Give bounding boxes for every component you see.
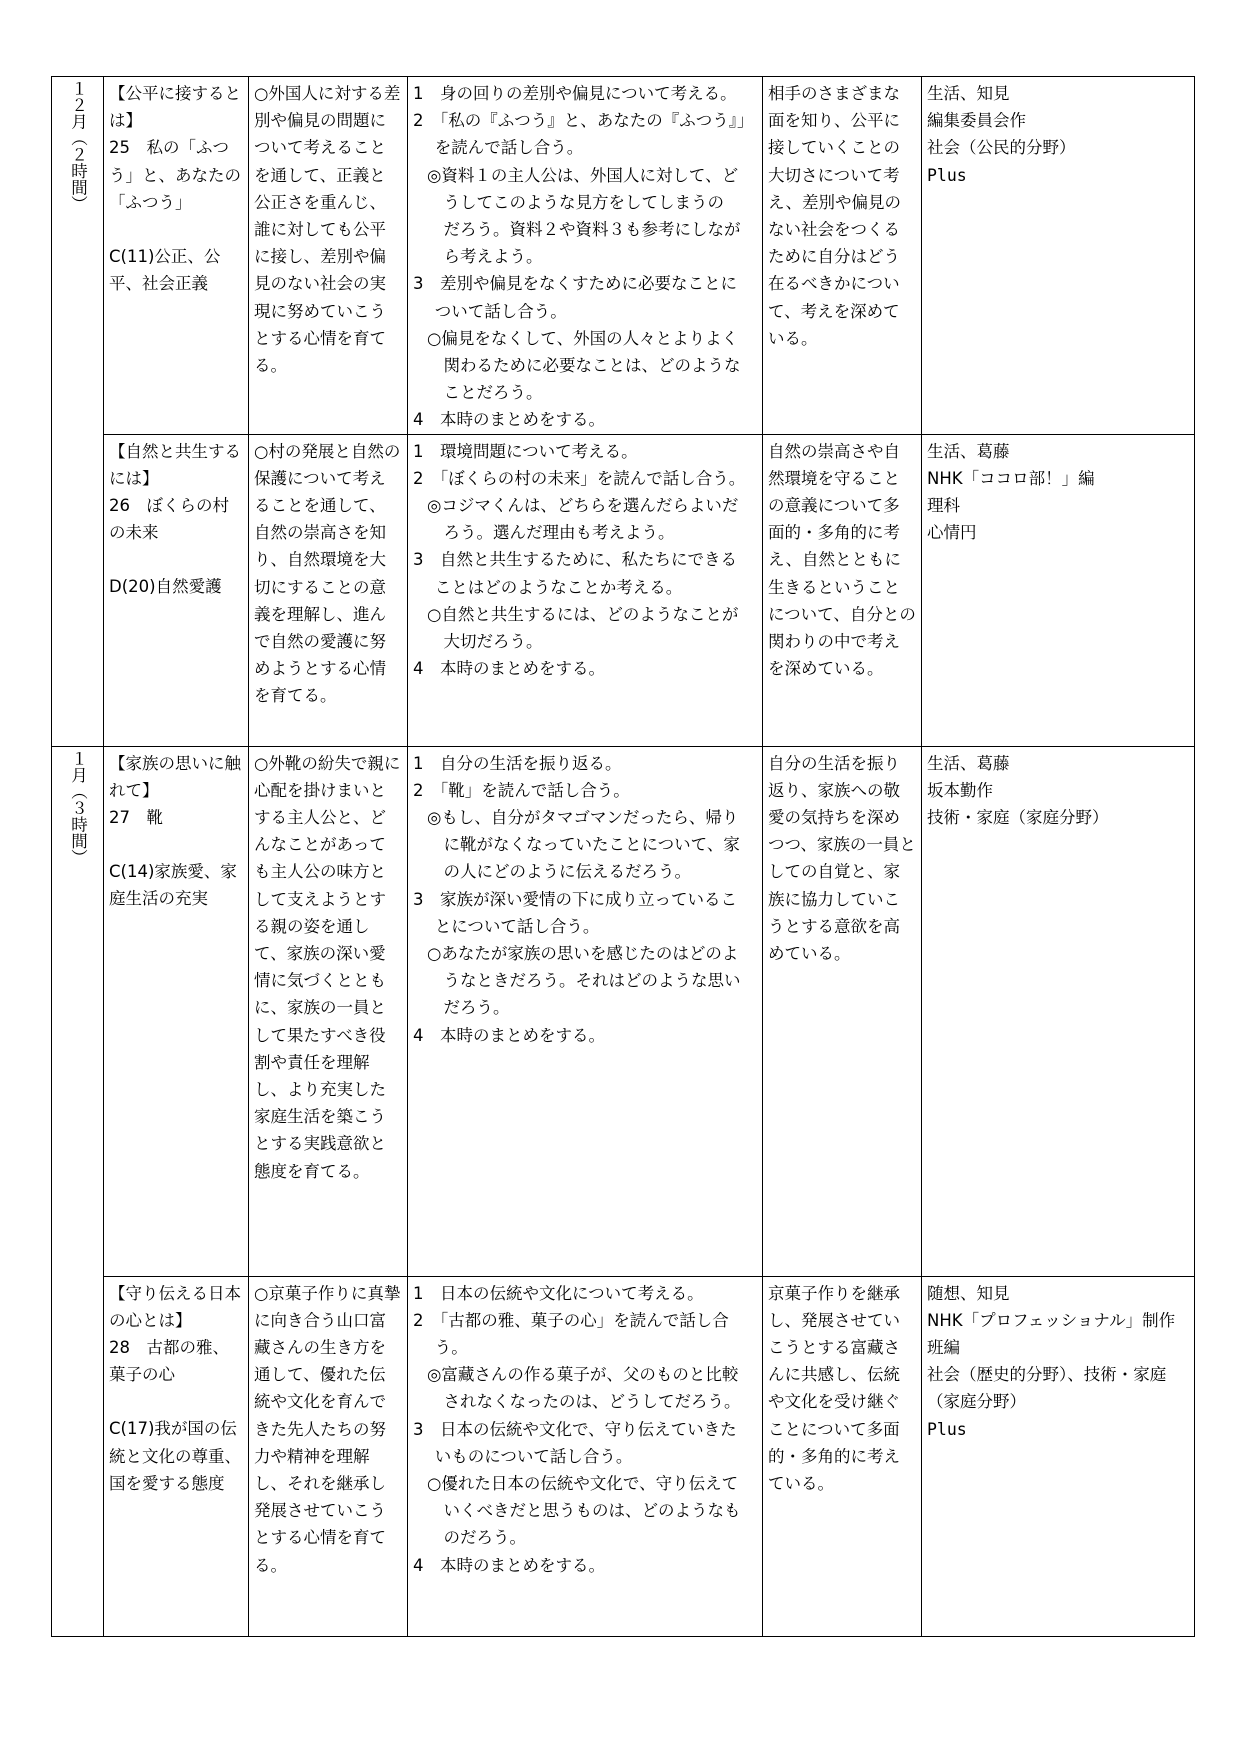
month-label: １２月（２時間） xyxy=(68,80,88,212)
note-item: 生活、葛藤 xyxy=(927,441,1010,461)
aim-cell xyxy=(249,434,408,746)
lesson-title: 【自然と共生するには】 26 ぼくらの村の未来 xyxy=(109,441,241,543)
evaluation-text: 京菓子作りを継承し、発展させていこうとする富藏さんに共感し、伝統や文化を受け継ぐことについて多面的・多角的に考えている。 xyxy=(768,1283,900,1494)
aim-cell xyxy=(249,77,408,435)
key-question: ◎コジマくんは、どちらを選んだらよいだ ろう。選んだ理由も考えよう。 xyxy=(427,496,739,543)
step-item: 3 差別や偏見をなくすために必要なことに ついて話し合う。 xyxy=(413,274,737,321)
aim-cell xyxy=(249,746,408,1276)
note-item: 生活、知見 xyxy=(927,84,1010,103)
step-item: 3 自然と共生するために、私たちにできる ことはどのようなことか考える。 xyxy=(413,550,737,597)
note-item: 技術・家庭（家庭分野） xyxy=(927,808,1109,828)
notes-cell xyxy=(922,746,1195,1276)
evaluation-cell xyxy=(763,434,922,746)
lesson-title: 【家族の思いに触れて】 27 靴 xyxy=(109,753,241,828)
steps-cell xyxy=(408,1276,763,1636)
key-question: ◎富藏さんの作る菓子が、父のものと比較 されなくなったのは、どうしてだろう。 xyxy=(427,1365,741,1412)
step-item: 2 「靴」を読んで話し合う。 xyxy=(413,780,630,800)
step-item: 3 家族が深い愛情の下に成り立っているこ とについて話し合う。 xyxy=(413,889,737,936)
note-item: 生活、葛藤 xyxy=(927,753,1010,773)
step-item: 1 環境問題について考える。 xyxy=(413,441,638,461)
note-item: Plus xyxy=(927,165,967,185)
lesson-title: 【守り伝える日本の心とは】 28 古都の雅、菓子の心 xyxy=(109,1283,241,1385)
lesson-plan-table xyxy=(51,76,1195,1637)
note-item: 編集委員会作 xyxy=(927,111,1026,131)
sub-question: ○偏見をなくして、外国の人々とよりよく 関わるために必要なことは、どのような ことだろう。 xyxy=(427,328,741,403)
note-item: Plus xyxy=(927,1419,967,1439)
evaluation-cell xyxy=(763,77,922,435)
value-item: C(11)公正、公平、社会正義 xyxy=(109,247,221,294)
steps-cell xyxy=(408,434,763,746)
title-cell xyxy=(104,746,249,1276)
aim-text: ○外国人に対する差別や偏見の問題について考えることを通して、正義と公正さを重んじ、誰に対しても公平に接し、差別や偏見のない社会の実現に努めていこうとする心情を育てる。 xyxy=(254,84,401,376)
step-item: 3 日本の伝統や文化で、守り伝えていきた いものについて話し合う。 xyxy=(413,1419,737,1466)
value-item: C(17)我が国の伝統と文化の尊重、国を愛する態度 xyxy=(109,1419,241,1493)
step-item: 4 本時のまとめをする。 xyxy=(413,410,605,430)
evaluation-text: 自然の崇高さや自然環境を守ることの意義について多面的・多角的に考え、自然とともに生きるということについて、自分との関わりの中で考えを深めている。 xyxy=(768,441,916,679)
lesson-title: 【公平に接するとは】 25 私の「ふつう」と、あなたの「ふつう」 xyxy=(109,84,241,212)
step-item: 4 本時のまとめをする。 xyxy=(413,1025,605,1045)
note-item: 社会（歴史的分野）、技術・家庭（家庭分野） xyxy=(927,1365,1167,1412)
key-question: ◎もし、自分がタマゴマンだったら、帰り に靴がなくなっていたことについて、家 の人にどのように伝えるだろう。 xyxy=(427,808,740,882)
step-item: 4 本時のまとめをする。 xyxy=(413,659,605,679)
evaluation-cell xyxy=(763,746,922,1276)
table-row xyxy=(52,434,1195,746)
notes-cell xyxy=(922,1276,1195,1636)
step-item: 2 「ぼくらの村の未来」を読んで話し合う。 xyxy=(413,468,746,488)
aim-cell xyxy=(249,1276,408,1636)
table-row xyxy=(52,1276,1195,1636)
value-item: D(20)自然愛護 xyxy=(109,577,222,597)
month-cell xyxy=(52,746,104,1636)
title-cell xyxy=(104,434,249,746)
note-item: 理科 xyxy=(927,496,960,516)
evaluation-text: 自分の生活を振り返り、家族への敬愛の気持ちを深めつつ、家族の一員としての自覚と、家族に協力していこうとする意欲を高めている。 xyxy=(768,753,916,964)
sub-question: ○優れた日本の伝統や文化で、守り伝えて いくべきだと思うものは、どのようなも のだろう。 xyxy=(427,1474,741,1548)
key-question: ◎資料１の主人公は、外国人に対して、ど うしてこのような見方をしてしまうの だろう。資料２や資料３も参考にしなが ら考えよう。 xyxy=(427,165,741,267)
month-cell xyxy=(52,77,104,747)
table-row xyxy=(52,77,1195,435)
evaluation-text: 相手のさまざまな面を知り、公平に接していくことの大切さについて考え、差別や偏見のない社会をつくるために自分はどう在るべきかについて、考えを深めている。 xyxy=(768,84,901,348)
steps-cell xyxy=(408,746,763,1276)
month-label: １月（３時間） xyxy=(68,749,88,866)
notes-cell xyxy=(922,434,1195,746)
note-item: NHK「プロフェッショナル」制作班編 xyxy=(927,1310,1176,1358)
title-cell xyxy=(104,1276,249,1636)
evaluation-cell xyxy=(763,1276,922,1636)
step-item: 1 日本の伝統や文化について考える。 xyxy=(413,1283,704,1303)
table-row xyxy=(52,746,1195,1276)
note-item: 随想、知見 xyxy=(927,1283,1010,1303)
step-item: 1 身の回りの差別や偏見について考える。 xyxy=(413,84,737,103)
sub-question: ○あなたが家族の思いを感じたのはどのよ うなときだろう。それはどのような思い だろう。 xyxy=(427,944,741,1018)
notes-cell xyxy=(922,77,1195,435)
sub-question: ○自然と共生するには、どのようなことが 大切だろう。 xyxy=(427,604,739,652)
aim-text: ○京菓子作りに真摯に向き合う山口富藏さんの生き方を通して、優れた伝統や文化を育んできた先人たちの努力や精神を理解し、それを継承し発展させていこうとする心情を育てる。 xyxy=(254,1283,401,1575)
step-item: 1 自分の生活を振り返る。 xyxy=(413,753,622,773)
step-item: 2 「私の『ふつう』と、あなたの『ふつう』」 を読んで話し合う。 xyxy=(413,111,754,158)
note-item: 心情円 xyxy=(927,523,977,543)
aim-text: ○外靴の紛失で親に心配を掛けまいとする主人公と、どんなことがあっても主人公の味方として支えようとする親の姿を通して、家族の深い愛情に気づくとともに、家族の一員として果たすべき役割や責任を理解し、より充実した家庭生活を築こうとする実践意欲と態度を育てる。 xyxy=(254,753,401,1181)
value-item: C(14)家族愛、家庭生活の充実 xyxy=(109,862,237,909)
aim-text: ○村の発展と自然の保護について考えることを通して、自然の崇高さを知り、自然環境を大切にすることの意義を理解し、進んで自然の愛護に努めようとする心情を育てる。 xyxy=(254,441,401,706)
title-cell xyxy=(104,77,249,435)
note-item: 坂本勤作 xyxy=(927,780,993,800)
note-item: 社会（公民的分野） xyxy=(927,138,1076,158)
step-item: 4 本時のまとめをする。 xyxy=(413,1555,605,1575)
steps-cell xyxy=(408,77,763,435)
step-item: 2 「古都の雅、菓子の心」を読んで話し合 う。 xyxy=(413,1310,729,1358)
note-item: NHK「ココロ部！」編 xyxy=(927,468,1095,488)
